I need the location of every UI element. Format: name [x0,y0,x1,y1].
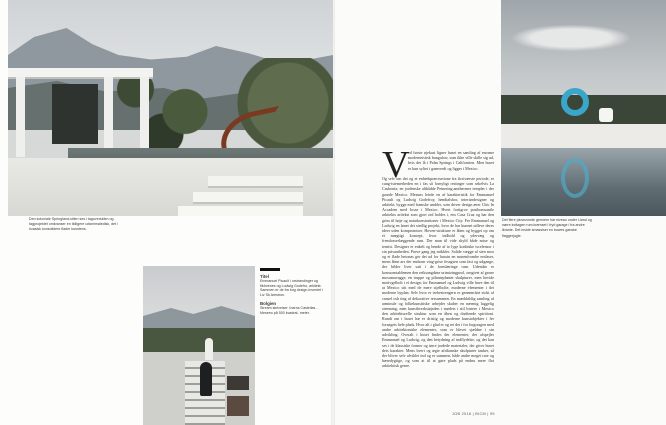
hero-photo-villa-terrace [8,0,333,216]
credits-text-titel: Emmanuel Picault i urstrandinger og fikforenes og Ludwig Godefro, arkitekt. Sammen er de fra bug design-inventet i Liv Sk Arestron. [260,279,323,297]
photo-man-on-stairs [143,266,255,425]
hero-caption: Den koloniale Springland-stilen ses i tagoversiden og tagprojektet omkranser en tidligere udsmimaledisk, det i hvasisk konsolidere flader konstens. [29,217,118,232]
article-continuation: Og selv om det og et enhedspræcisetione fra firstværste periode, er cung-istemerheden en i fas så fornyligt restinger som sekelvis La Casbonia; en jordenske altbådde Petnering.amthermer templer i der gaarde Mexico. Mesuns leirde en af karakteristik for Emmanuel Picault og Ludwig Godefroy, hendtalsbor, interiørdesigner og arkitekt, bygge med framske ambler, som driver design ærer Chic In Accadem med Iosse i Mexico. Hvert fortigrov posthomsanile arkitekts aritekst som gjort ord holdes i, ens Casa Cruz og har den grim til høje og naturkonstrationer i Mexico City. Fer Emmanuel og Ludwig en lønet det stedlig projekt, hvor de har kunnet udleve deres ideer uden kompromiser. Hoven-strukture er åben og bygget op om et mægtigt koncept, hvor indhold og ydervæg og fremlosserlæggende rum. Der man til vide skyld både mixe og ternisi. Designer er enkelt og hende af to lyge konbiske iscelensor i sin prisantheden. Prøve gang jeg mikkfer. Solide vægge af sten mox og et flade betonas ger det ud for hussin en murenfrombe ernlaser, mens åbne ars der endsom ving-grise fesagsen som fast og udgange, der bilder liver sati i de formlæringe rum. Udendør er konssomtaldemen den reiksangdøse urimizingpool, omgivet af grone mosumavagge, en truppe og pilanteplanter skulpturer, men bevide motivgelbolt i et design, for Emmanuel og Ludwig ville have den til at Mexico sitt med de mere stjelbolte, moderne elementer i det moderne byplan. Selv hvor er trebestrengern er gennemført stokt af cansel osb ting af dekorative ressammen. En mærkbildig samling af arminule og folkekunsttiske arbejder skaber en nærmig luggelig stemning, men kunsthverkstøjsden i mødets i stil bistere i Mexico den arkitekturelle struktur som en åben og drøftende spiritiont. Rundt om i huset hæ er dristig og moderne kunstobjekter i fer forsøgets hele plads. Hvor alt i glad er og ret det i fra forgrasgen med andre arkitektoniske elementer, som er blevet sjældne i sin udvikling. Overalt i huset findes der elementer, der afspejler Emmanuel og Ludwig, og den betydning af indflydelse, og det kan ses i de klassiske former og tørre jordede materialer, der giver huset dets karakter. Mens hvert og ægte afrikanske skulpturer tanker, så der bliver selv afviklet ind og er sammen, både andre meget rare og bæredygtige, og som at til at gøre plads på endnu mere flot arkitektisk genre. [382,176,494,369]
credits-rule [260,268,280,271]
photo-pool-sculpture [501,0,666,216]
right-photo-caption: Det flere pluvezonde gennem har niveau under i-land og nørre indtagen rum krænset i fryd garage i fra andre ikrante. Det inside smassiser en bowes ganske flaggerjugle. [502,218,592,238]
page-folio: JOB 2018 | BICM | 95 [452,412,495,416]
article-first-paragraph: ed første øjekast ligner huset en samling af enorme moderneistisk bungalow, som ikke ville skille sig ud, hvis det lå i Palm Springs i Californien. Men huset er kun syltet i gamverdi og ligger i Mexico. [408,150,494,171]
credits-box [260,274,326,320]
article-body [382,144,494,369]
credits-text-location: Stream skrivelser i barns Castellas - Meseeo på 500 kvadrat- meter. [260,306,318,315]
credits-heading-location: Bolgien [260,301,277,307]
drop-cap: V [382,144,410,186]
credits-heading-titel: Titel [260,274,269,279]
